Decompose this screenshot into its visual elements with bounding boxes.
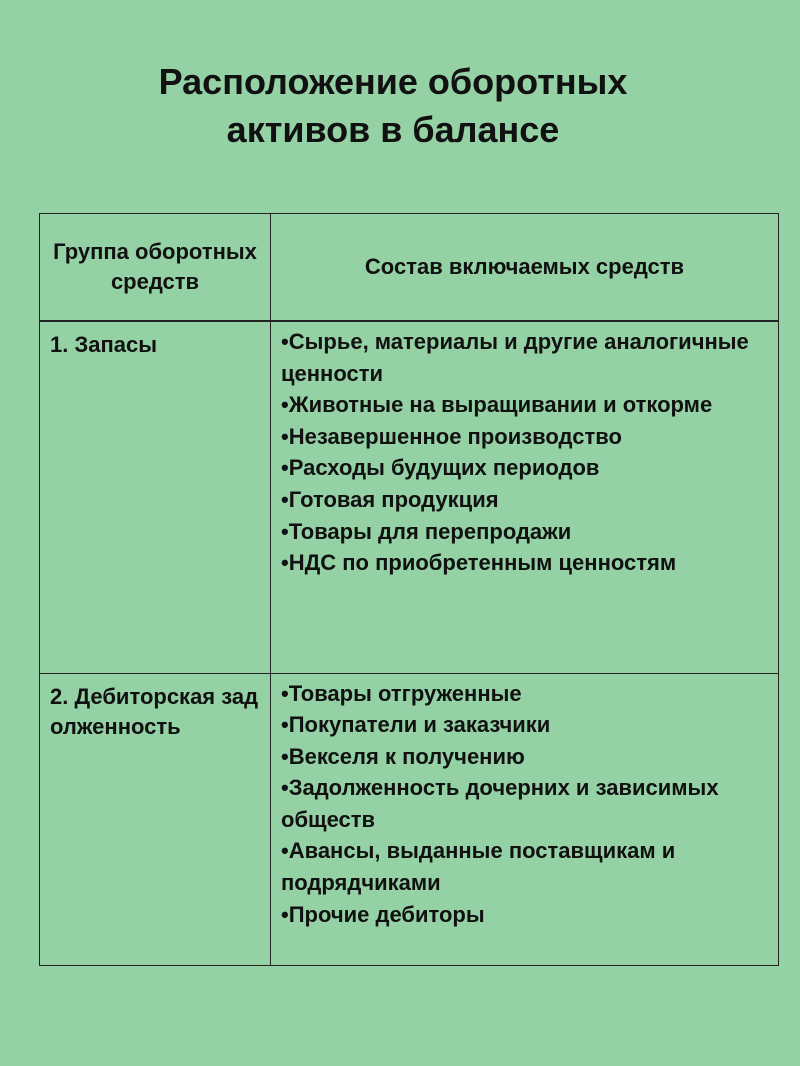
list-item: •Незавершенное производство	[281, 423, 622, 449]
bullet-icon: •	[281, 680, 289, 706]
bullet-icon: •	[281, 743, 289, 769]
list-item: •Векселя к получению	[281, 743, 525, 769]
list-item: •Авансы, выданные поставщикам и подрядчиками	[281, 838, 676, 896]
list-item: •Готовая продукция	[281, 486, 499, 512]
list-item: •Задолженность дочерних и зависимых обществ	[281, 775, 719, 832]
bullet-icon: •	[281, 838, 289, 864]
title-line-1: Расположение оборотных	[158, 61, 628, 102]
group-cell: 1. Запасы	[40, 321, 271, 673]
page-title	[0, 58, 786, 154]
current-assets-table	[39, 213, 779, 966]
bullet-icon: •	[281, 775, 289, 801]
bullet-icon: •	[281, 329, 289, 354]
table-row	[40, 673, 779, 965]
group-cell: 2. Дебиторская задолженность	[40, 673, 271, 965]
table-row	[40, 321, 779, 673]
bullet-icon: •	[281, 901, 289, 927]
bullet-icon: •	[281, 455, 289, 481]
bullet-icon: •	[281, 486, 289, 512]
list-item: •Расходы будущих периодов	[281, 455, 600, 481]
list-item: •Прочие дебиторы	[281, 901, 485, 927]
header-group: Группа оборотных средств	[40, 214, 271, 322]
table-header-row	[40, 214, 779, 322]
bullet-icon: •	[281, 550, 289, 576]
list-item: •Товары отгруженные	[281, 680, 522, 706]
bullet-icon: •	[281, 518, 289, 544]
list-item: •Сырье, материалы и другие аналогичные ценности	[281, 329, 749, 386]
list-item: •Покупатели и заказчики	[281, 712, 551, 738]
bullet-icon: •	[281, 423, 289, 449]
bullet-icon: •	[281, 712, 289, 738]
title-line-2: активов в балансе	[226, 109, 560, 150]
items-cell	[271, 673, 779, 965]
items-cell	[271, 321, 779, 673]
bullet-icon: •	[281, 392, 289, 418]
header-composition: Состав включаемых средств	[271, 214, 779, 322]
list-item: •Животные на выращивании и откорме	[281, 392, 713, 418]
list-item: •Товары для перепродажи	[281, 518, 572, 544]
list-item: •НДС по приобретенным ценностям	[281, 550, 677, 576]
